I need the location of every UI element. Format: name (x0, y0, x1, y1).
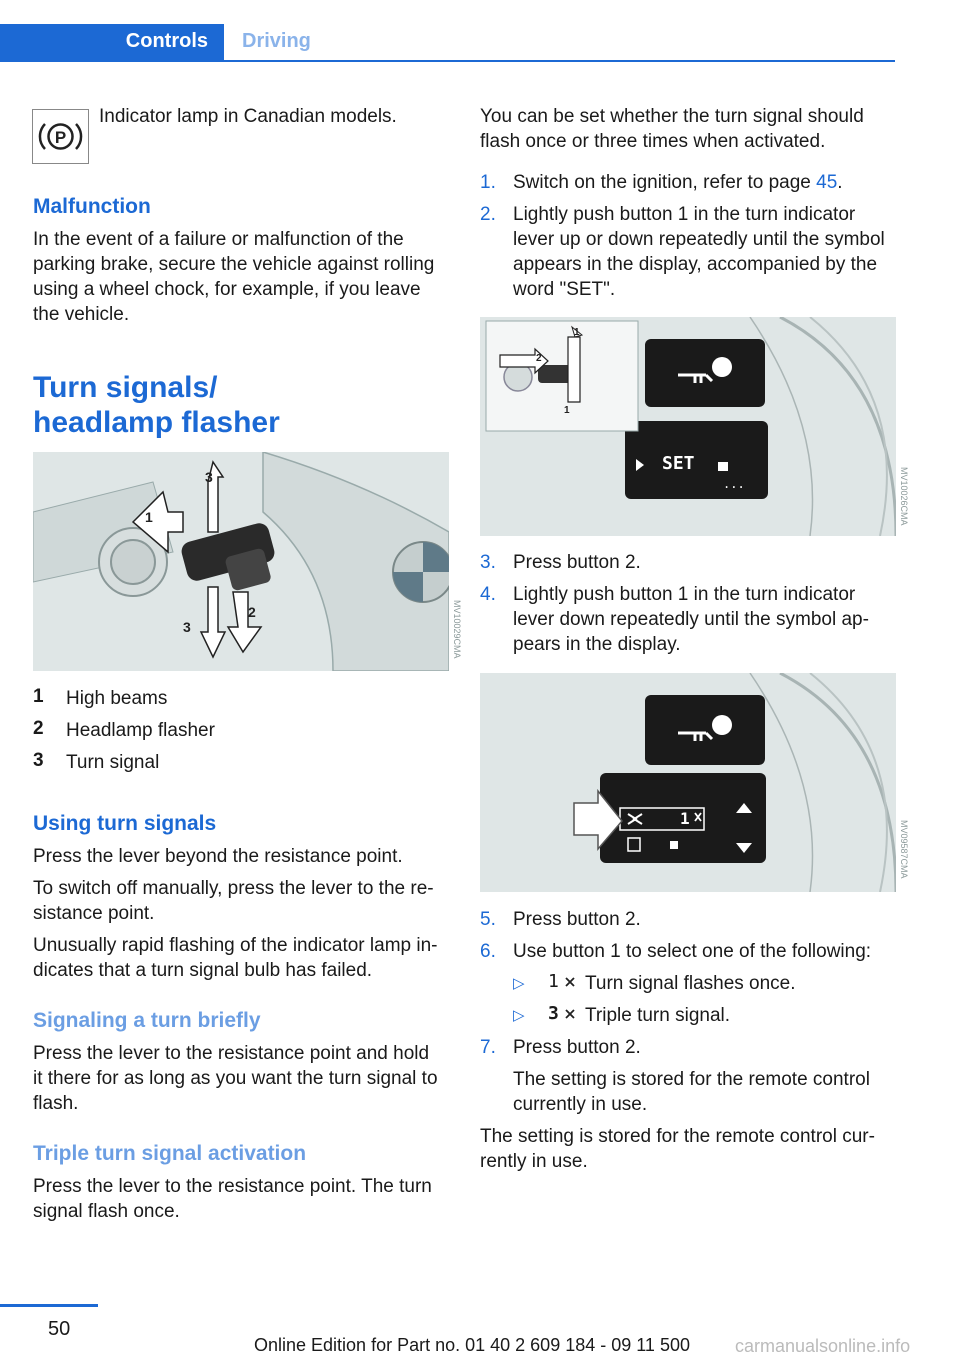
step-1-text (513, 170, 843, 195)
malfunction-line-2: parking brake, secure the vehicle against rolling (33, 254, 435, 275)
flash-once-symbol-icon (545, 971, 579, 993)
svg-text:2: 2 (248, 604, 256, 620)
using-p1: Press the lever beyond the resistance point. (33, 846, 403, 867)
step-5-num: 5. (480, 909, 496, 930)
display-dots: ... (723, 477, 745, 491)
parking-brake-lamp-icon (32, 109, 89, 164)
brief-line-2: it there for as long as you want the turn signal to (33, 1068, 438, 1089)
section-title-line-2: headlamp flasher (33, 406, 280, 439)
step-4-line-2: lever down repeatedly until the symbol ap- (513, 609, 869, 630)
tab-driving[interactable] (224, 24, 344, 62)
brief-line-3: flash. (33, 1093, 79, 1114)
intro-line-2: flash once or three times when activated. (480, 131, 826, 152)
svg-text:1: 1 (574, 327, 580, 338)
triple-line-1: Press the lever to the resistance point. The turn (33, 1176, 432, 1197)
option-2-symbol: 3 (548, 1003, 559, 1024)
closing-line-2: rently in use. (480, 1151, 588, 1172)
tab-driving-label: Driving (242, 30, 311, 52)
step-2-line-1: Lightly push button 1 in the turn indicator (513, 204, 856, 225)
bullet-marker-2: ▷ (513, 1007, 525, 1024)
malfunction-line-4: the vehicle. (33, 304, 130, 325)
header-rule (224, 60, 895, 62)
count-display-figure (480, 673, 896, 892)
triple-flash-symbol-icon (545, 1003, 579, 1025)
step-1-end: . (837, 172, 843, 193)
brief-line-1: Press the lever to the resistance point and hold (33, 1043, 430, 1064)
page-45-link[interactable]: 45 (816, 172, 838, 193)
step-1-label: Switch on the ignition, refer to page (513, 172, 817, 193)
legend-num-1: 1 (33, 686, 44, 707)
intro-line-1: You can be set whether the turn signal should (480, 106, 864, 127)
display-count: 1 (680, 809, 690, 828)
step-6-text: Use button 1 to select one of the following: (513, 941, 872, 962)
malfunction-line-1: In the event of a failure or malfunction of the (33, 229, 404, 250)
svg-text:P: P (54, 128, 67, 147)
tab-controls-label: Controls (125, 30, 208, 52)
svg-text:1: 1 (145, 509, 153, 525)
legend-num-2: 2 (33, 718, 44, 739)
step-2-num: 2. (480, 204, 496, 225)
step-2-line-2: lever up or down repeatedly until the symbol (513, 229, 885, 250)
step-7-num: 7. (480, 1037, 496, 1058)
footer-rule (0, 1304, 98, 1307)
figure-code-left: MV10029CMA (452, 600, 462, 659)
malfunction-line-3: using a wheel chock, for example, if you leave (33, 279, 421, 300)
svg-text:3: 3 (205, 469, 213, 485)
svg-text:2: 2 (536, 353, 542, 364)
step-7-note-line-1: The setting is stored for the remote control (513, 1069, 870, 1090)
figure-code-right-2: MV09587CMA (899, 820, 909, 879)
figure-code-right-1: MV10026CMA (899, 467, 909, 526)
watermark: carmanualsonline.info (735, 1336, 911, 1356)
using-p2-line-2: sistance point. (33, 903, 155, 924)
turn-signal-lever-figure (33, 452, 449, 671)
svg-text:1: 1 (564, 405, 570, 416)
indicator-caption: Indicator lamp in Canadian models. (99, 106, 397, 127)
option-2-text: Triple turn signal. (585, 1005, 731, 1026)
option-1-text: Turn signal flashes once. (585, 973, 796, 994)
using-p3-line-2: dicates that a turn signal bulb has failed. (33, 960, 373, 981)
legend-label-1: High beams (66, 688, 168, 709)
step-4-line-1: Lightly push button 1 in the turn indicator (513, 584, 856, 605)
legend-label-2: Headlamp flasher (66, 720, 215, 741)
svg-text:3: 3 (183, 619, 191, 635)
step-4-line-3: pears in the display. (513, 634, 681, 655)
malfunction-heading: Malfunction (33, 195, 151, 218)
step-2-line-3: appears in the display, accompanied by the (513, 254, 878, 275)
step-6-num: 6. (480, 941, 496, 962)
section-title-line-1: Turn signals/ (33, 371, 218, 404)
using-turn-signals-heading: Using turn signals (33, 812, 217, 835)
step-2-line-4: word "SET". (513, 279, 616, 300)
triple-turn-heading: Triple turn signal activation (33, 1142, 307, 1165)
page-number: 50 (48, 1318, 71, 1340)
signaling-briefly-heading: Signaling a turn briefly (33, 1009, 261, 1032)
legend-num-3: 3 (33, 750, 44, 771)
step-5-text: Press button 2. (513, 909, 641, 930)
step-1-num: 1. (480, 172, 496, 193)
step-3-text: Press button 2. (513, 552, 641, 573)
using-p2-line-1: To switch off manually, press the lever to the re- (33, 878, 434, 899)
legend-label-3: Turn signal (66, 752, 160, 773)
triple-line-2: signal flash once. (33, 1201, 180, 1222)
closing-line-1: The setting is stored for the remote control cur- (480, 1126, 875, 1147)
display-set-text: SET (662, 453, 695, 474)
chapter-tabs (0, 0, 895, 62)
step-4-num: 4. (480, 584, 496, 605)
step-7-text: Press button 2. (513, 1037, 641, 1058)
step-3-num: 3. (480, 552, 496, 573)
tab-controls[interactable] (0, 24, 224, 62)
set-display-figure (480, 317, 896, 536)
step-7-note-line-2: currently in use. (513, 1094, 648, 1115)
edition-text: Online Edition for Part no. 01 40 2 609 184 - 09 11 500 (254, 1335, 690, 1355)
using-p3-line-1: Unusually rapid flashing of the indicator lamp in- (33, 935, 438, 956)
option-1-symbol: 1 (548, 971, 559, 992)
bullet-marker-1: ▷ (513, 975, 525, 992)
